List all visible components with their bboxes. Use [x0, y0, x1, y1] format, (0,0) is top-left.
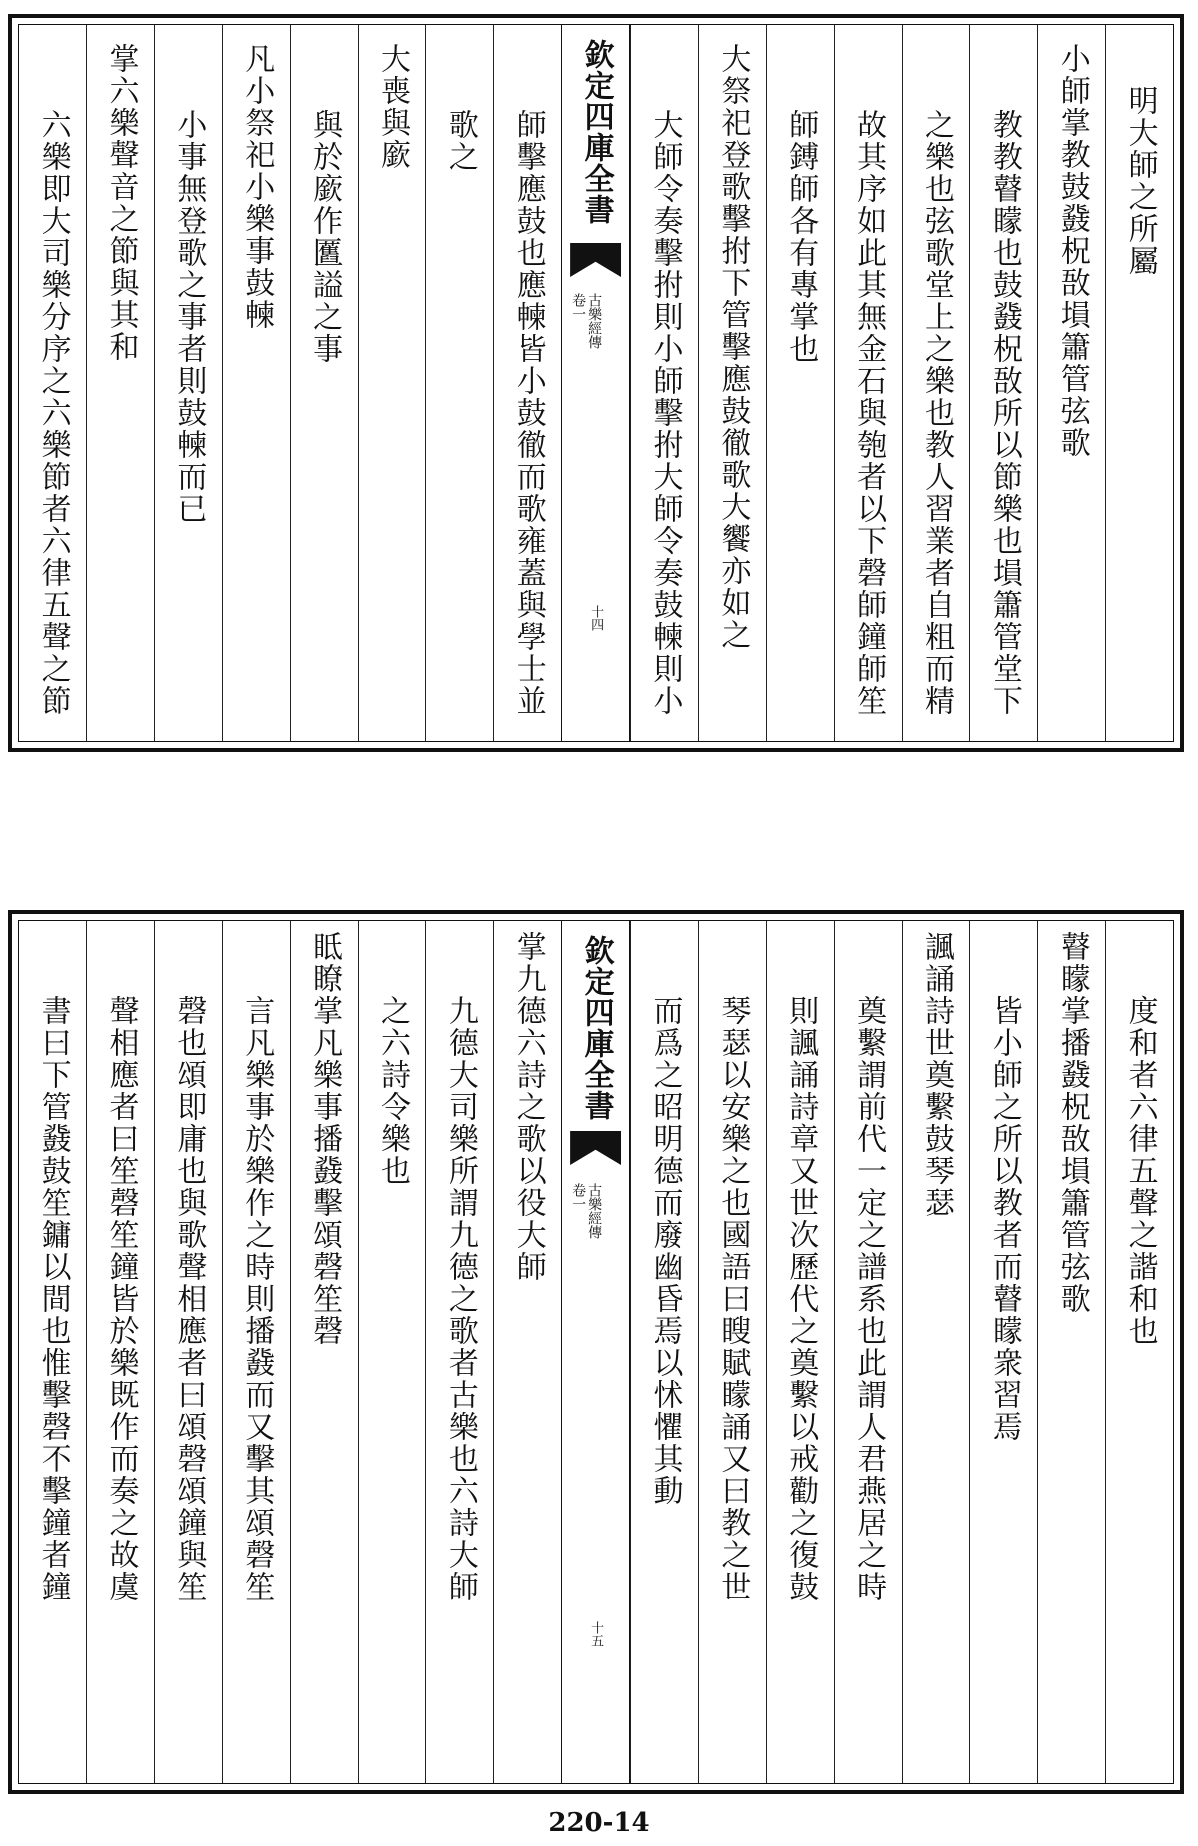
text-column-1 — [1105, 25, 1173, 741]
text-column-3 — [969, 25, 1037, 741]
text-column-13 — [222, 921, 290, 1783]
top-page-columns — [19, 25, 1173, 741]
column-text: 大師令奏擊拊則小師擊拊大師令奏鼓朄則小 — [647, 109, 683, 717]
fish-tail-mark — [570, 243, 621, 277]
column-text: 磬也頌即庸也與歌聲相應者曰頌磬頌鐘與笙 — [171, 995, 207, 1603]
text-column-2 — [1037, 921, 1105, 1783]
text-column-6 — [766, 25, 834, 741]
column-text: 小師掌教鼓鼗柷敔塤簫管弦歌 — [1054, 43, 1090, 459]
column-text: 眡瞭掌凡樂事播鼗擊頌磬笙磬 — [307, 931, 343, 1347]
page-number: 十四 — [588, 605, 604, 631]
footer-page-number: 220-14 — [548, 1808, 650, 1838]
column-text: 皆小師之所以教者而瞽矇衆習焉 — [986, 995, 1022, 1443]
bottom-page-frame — [18, 920, 1174, 1784]
text-column-6 — [766, 921, 834, 1783]
text-column-13 — [222, 25, 290, 741]
column-text: 奠繫謂前代一定之譜系也此謂人君燕居之時 — [851, 995, 887, 1603]
column-text: 諷誦詩世奠繫鼓琴瑟 — [918, 931, 954, 1219]
text-column-11 — [358, 921, 426, 1783]
column-text: 聲相應者曰笙磬笙鐘皆於樂既作而奏之故虞 — [103, 995, 139, 1603]
column-text: 言凡樂事於樂作之時則播鼗而又擊其頌磬笙 — [239, 995, 275, 1603]
book-title: 古樂經傳 — [586, 1183, 603, 1239]
text-column-10 — [425, 25, 493, 741]
text-column-16 — [19, 25, 86, 741]
text-column-2 — [1037, 25, 1105, 741]
column-text: 之六詩令樂也 — [374, 995, 410, 1187]
center-fold-column — [561, 921, 630, 1783]
column-text: 掌六樂聲音之節與其和 — [103, 43, 139, 363]
text-column-5 — [834, 25, 902, 741]
column-text: 師擊應鼓也應朄皆小鼓徹而歌雍蓋與學士並 — [510, 109, 546, 717]
book-header: 欽定四庫全書 — [578, 935, 614, 1121]
text-column-5 — [834, 921, 902, 1783]
text-column-7 — [698, 25, 766, 741]
column-text: 故其序如此其無金石與匏者以下磬師鐘師笙 — [851, 109, 887, 717]
column-text: 教教瞽矇也鼓鼗柷敔所以節樂也塤簫管堂下 — [986, 109, 1022, 717]
top-page — [8, 14, 1184, 752]
top-page-frame — [18, 24, 1174, 742]
text-column-10 — [425, 921, 493, 1783]
bottom-page-columns — [19, 921, 1173, 1783]
column-text: 琴瑟以安樂之也國語曰瞍賦矇誦又曰教之世 — [715, 995, 751, 1603]
column-text: 瞽矇掌播鼗柷敔塤簫管弦歌 — [1054, 931, 1090, 1315]
column-text: 書曰下管鼗鼓笙鏞以間也惟擊磬不擊鐘者鐘 — [35, 995, 71, 1603]
text-column-7 — [698, 921, 766, 1783]
bottom-page — [8, 910, 1184, 1794]
text-column-8 — [630, 921, 698, 1783]
book-title: 古樂經傳 — [586, 293, 603, 349]
column-text: 則諷誦詩章又世次歷代之奠繫以戒勸之復鼓 — [783, 995, 819, 1603]
column-text: 六樂即大司樂分序之六樂節者六律五聲之節 — [35, 109, 71, 717]
text-column-4 — [902, 25, 970, 741]
column-text: 掌九德六詩之歌以役大師 — [510, 931, 546, 1283]
text-column-9 — [493, 25, 561, 741]
text-column-12 — [290, 921, 358, 1783]
center-fold-column — [561, 25, 630, 741]
text-column-16 — [19, 921, 86, 1783]
column-text: 九德大司樂所謂九德之歌者古樂也六詩大師 — [442, 995, 478, 1603]
text-column-15 — [86, 25, 154, 741]
text-column-14 — [154, 25, 222, 741]
column-text: 度和者六律五聲之諧和也 — [1122, 995, 1158, 1347]
text-column-12 — [290, 25, 358, 741]
column-text: 大喪與廞 — [374, 43, 410, 171]
volume-label: 卷一 — [570, 1183, 587, 1211]
column-text: 與於廞作匶謚之事 — [307, 109, 343, 365]
volume-label: 卷一 — [570, 293, 587, 321]
page-number: 十五 — [588, 1621, 604, 1647]
column-text: 而爲之昭明德而廢幽昏焉以怵懼其動 — [647, 995, 683, 1507]
column-text: 歌之 — [442, 109, 478, 173]
text-column-15 — [86, 921, 154, 1783]
text-column-14 — [154, 921, 222, 1783]
text-column-4 — [902, 921, 970, 1783]
text-column-9 — [493, 921, 561, 1783]
text-column-8 — [630, 25, 698, 741]
column-text: 凡小祭祀小樂事鼓朄 — [239, 43, 275, 331]
text-column-1 — [1105, 921, 1173, 1783]
column-text: 明大師之所屬 — [1122, 85, 1158, 277]
column-text: 小事無登歌之事者則鼓朄而已 — [171, 109, 207, 525]
column-text: 師鎛師各有專掌也 — [783, 109, 819, 365]
book-header: 欽定四庫全書 — [578, 39, 614, 225]
text-column-11 — [358, 25, 426, 741]
text-column-3 — [969, 921, 1037, 1783]
column-text: 之樂也弦歌堂上之樂也教人習業者自粗而精 — [918, 109, 954, 717]
fish-tail-mark — [570, 1131, 621, 1165]
column-text: 大祭祀登歌擊拊下管擊應鼓徹歌大饗亦如之 — [715, 43, 751, 651]
